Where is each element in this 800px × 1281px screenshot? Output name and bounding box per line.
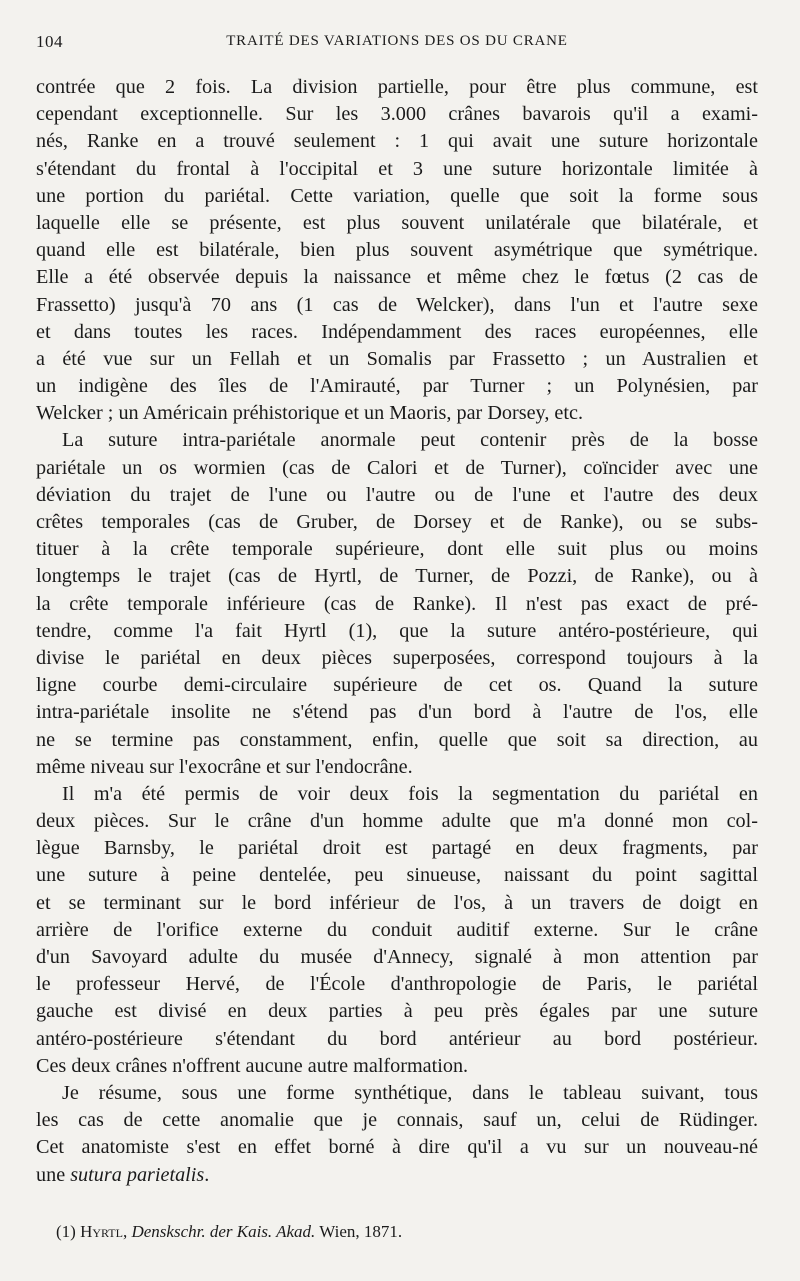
paragraph	[36, 74, 758, 427]
paragraph	[36, 1080, 758, 1189]
text-line: la crête temporale inférieure (cas de Ranke). Il n'est pas exact de pré-	[36, 592, 758, 615]
page-number: 104	[36, 32, 63, 51]
text-line: laquelle elle se présente, est plus souvent unilatérale que bilatérale, et	[36, 211, 758, 234]
text-line: arrière de l'orifice externe du conduit auditif externe. Sur le crâne	[36, 918, 758, 941]
text-line: divise le pariétal en deux pièces superposées, correspond toujours à la	[36, 646, 758, 669]
body-text	[36, 74, 758, 1189]
text-line: Il m'a été permis de voir deux fois la segmentation du pariétal en	[62, 782, 758, 805]
text-line: et dans toutes les races. Indépendamment des races européennes, elle	[36, 320, 758, 343]
text-line: longtemps le trajet (cas de Hyrtl, de Turner, de Pozzi, de Ranke), ou à	[36, 565, 758, 588]
text-line: tendre, comme l'a fait Hyrtl (1), que la suture antéro-postérieure, qui	[36, 619, 758, 642]
text-line: même niveau sur l'exocrâne et sur l'endocrâne.	[36, 755, 413, 778]
text-line: Je résume, sous une forme synthétique, dans le tableau suivant, tous	[62, 1081, 758, 1104]
text-line: Welcker ; un Américain préhistorique et un Maoris, par Dorsey, etc.	[36, 402, 583, 425]
text-line: quand elle est bilatérale, bien plus souvent asymétrique que symétrique.	[36, 239, 758, 262]
text-line: Frassetto) jusqu'à 70 ans (1 cas de Welcker), dans l'un et l'autre sexe	[36, 293, 758, 316]
text-line: pariétale un os wormien (cas de Calori et de Turner), coïncider avec une	[36, 456, 758, 479]
footnote-sep-1: ,	[122, 1222, 132, 1241]
footnote	[56, 1222, 402, 1242]
text-line: les cas de cette anomalie que je connais, sauf un, celui de Rüdinger.	[36, 1109, 758, 1132]
text-line: intra-pariétale insolite ne s'étend pas d'un bord à l'autre de l'os, elle	[36, 701, 758, 724]
footnote-title: Denskschr. der Kais. Akad.	[131, 1222, 316, 1241]
text-line: une portion du pariétal. Cette variation, quelle que soit la forme sous	[36, 184, 758, 207]
paragraph	[36, 781, 758, 1080]
text-line: nés, Ranke en a trouvé seulement : 1 qui avait une suture horizontale	[36, 130, 758, 153]
text-line: contrée que 2 fois. La division partielle, pour être plus commune, est	[36, 76, 758, 98]
text-line: Ces deux crânes n'offrent aucune autre malformation.	[36, 1054, 469, 1077]
closing-emphasis: sutura parietalis	[70, 1163, 205, 1186]
footnote-marker: (1)	[56, 1222, 76, 1241]
text-line: crêtes temporales (cas de Gruber, de Dorsey et de Ranke), ou se subs-	[36, 511, 758, 533]
text-line: s'étendant du frontal à l'occipital et 3 une suture horizontale limitée à	[36, 157, 758, 180]
text-line: Cet anatomiste s'est en effet borné à dire qu'il a vu sur un nouveau-né	[36, 1136, 758, 1159]
text-line	[36, 1162, 758, 1189]
text-line: déviation du trajet de l'une ou l'autre ou de l'une et l'autre des deux	[36, 483, 758, 506]
text-line: La suture intra-pariétale anormale peut contenir près de la bosse	[62, 429, 758, 452]
text-line: une suture à peine dentelée, peu sinueuse, naissant du point sagittal	[36, 864, 758, 887]
text-line: antéro-postérieure s'étendant du bord antérieur au bord postérieur.	[36, 1027, 758, 1050]
text-line: Elle a été observée depuis la naissance et même chez le fœtus (2 cas de	[36, 266, 758, 289]
closing-prefix: une	[36, 1163, 71, 1186]
text-line: ligne courbe demi-circulaire supérieure de cet os. Quand la suture	[36, 674, 758, 697]
text-line: ne se termine pas constamment, enfin, quelle que soit sa direction, au	[36, 728, 758, 751]
footnote-author: Hyrtl	[80, 1222, 123, 1241]
paragraph	[36, 427, 758, 780]
footnote-place-year: Wien, 1871.	[319, 1222, 403, 1241]
text-line: gauche est divisé en deux parties à peu près égales par une suture	[36, 1000, 758, 1023]
running-title: TRAITÉ DES VARIATIONS DES OS DU CRANE	[226, 33, 568, 49]
text-line: cependant exceptionnelle. Sur les 3.000 crânes bavarois qu'il a exami-	[36, 103, 758, 126]
text-line: d'un Savoyard adulte du musée d'Annecy, signalé à mon attention par	[36, 946, 758, 968]
text-line: lègue Barnsby, le pariétal droit est partagé en deux fragments, par	[36, 837, 758, 860]
closing-suffix: .	[204, 1163, 210, 1186]
text-line: deux pièces. Sur le crâne d'un homme adulte que m'a donné mon col-	[36, 810, 758, 833]
paragraphs	[36, 74, 758, 1189]
text-line: et se terminant sur le bord inférieur de l'os, à un travers de doigt en	[36, 891, 758, 914]
text-line: le professeur Hervé, de l'École d'anthropologie de Paris, le pariétal	[36, 973, 758, 996]
running-head	[36, 30, 758, 58]
text-line: tituer à la crête temporale supérieure, dont elle suit plus ou moins	[36, 538, 758, 561]
text-line: a été vue sur un Fellah et un Somalis par Frassetto ; un Australien et	[36, 347, 758, 370]
text-line: un indigène des îles de l'Amirauté, par Turner ; un Polynésien, par	[36, 375, 758, 398]
